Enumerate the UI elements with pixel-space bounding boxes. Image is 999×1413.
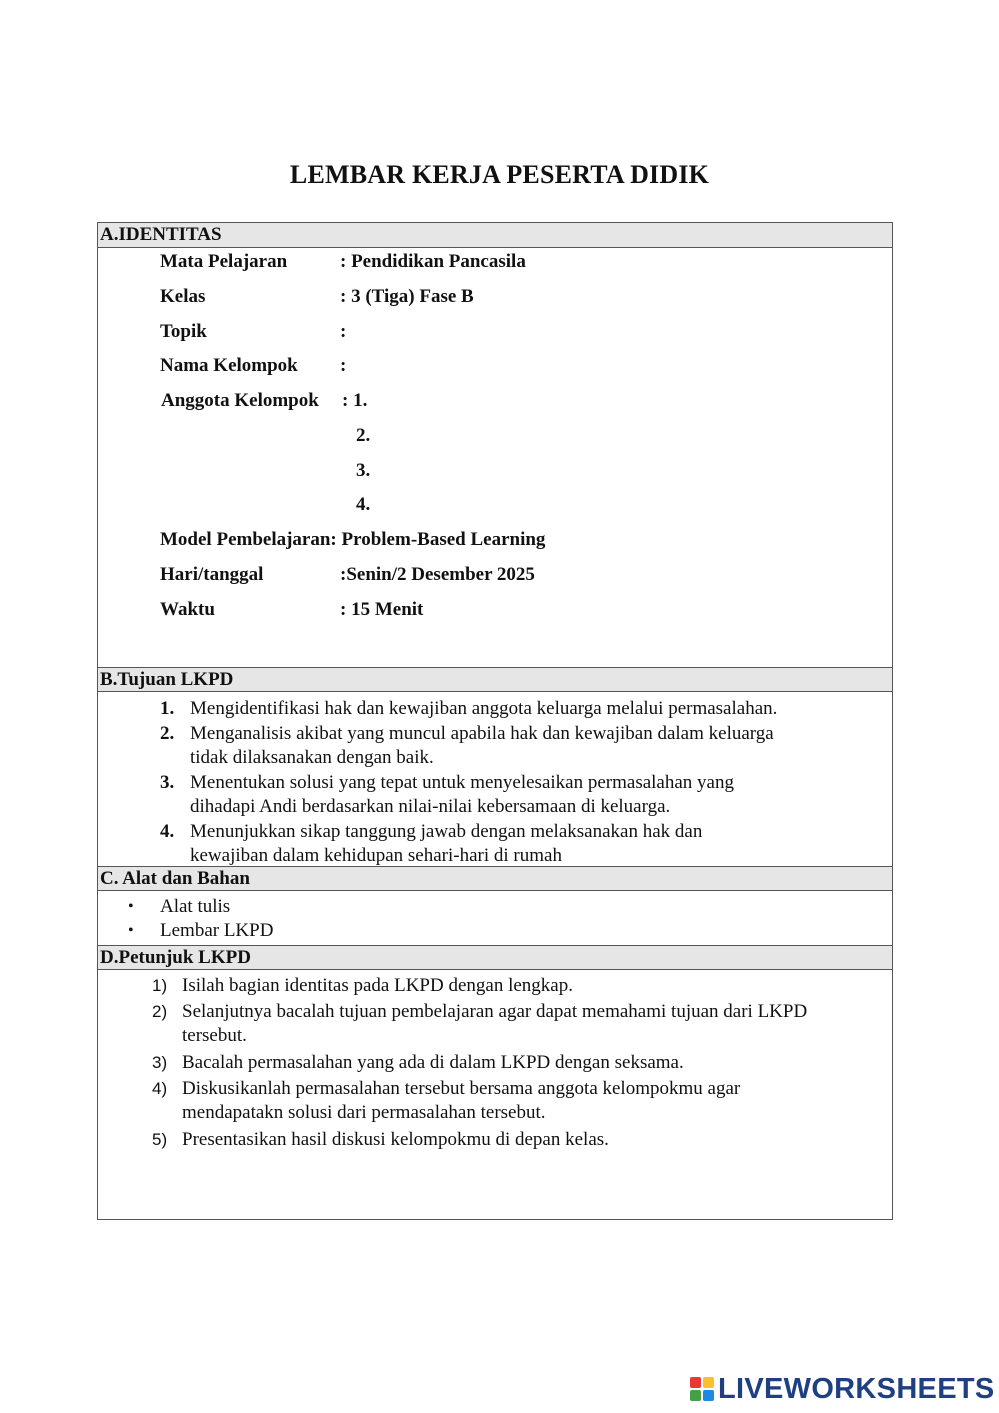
identity-value: : 3 (Tiga) Fase B <box>340 286 474 307</box>
list-line: dihadapi Andi berdasarkan nilai-nilai kebersamaan di keluarga. <box>190 796 671 817</box>
list-item <box>128 919 828 943</box>
bullet-icon: • <box>128 922 134 939</box>
list-line: Menunjukkan sikap tanggung jawab dengan melaksanakan hak dan <box>190 821 703 842</box>
logo-square-green <box>690 1390 701 1401</box>
section-alat-heading: C. Alat dan Bahan <box>98 866 892 891</box>
identity-value: : <box>340 321 347 342</box>
identity-value: : 15 Menit <box>340 599 424 620</box>
list-item <box>160 771 880 819</box>
identity-value: : Pendidikan Pancasila <box>340 251 526 272</box>
list-line: Menentukan solusi yang tepat untuk menyelesaikan permasalahan yang <box>190 772 734 793</box>
identity-label: Anggota Kelompok <box>161 390 319 411</box>
logo-square-yellow <box>703 1377 714 1388</box>
list-item <box>152 1000 882 1048</box>
list-number: 5) <box>152 1130 168 1149</box>
list-number: 3. <box>160 772 175 793</box>
alat-list <box>128 895 828 943</box>
identity-row-model: Model Pembelajaran: Problem-Based Learning <box>160 529 546 550</box>
section-petunjuk-heading: D.Petunjuk LKPD <box>98 945 892 970</box>
identity-value: :Senin/2 Desember 2025 <box>340 564 535 585</box>
list-item <box>160 722 880 770</box>
anggota-number-4: 4. <box>356 494 371 515</box>
liveworksheets-logo <box>690 1372 995 1406</box>
list-line: Menganalisis akibat yang muncul apabila hak dan kewajiban dalam keluarga <box>190 723 774 744</box>
list-text <box>160 820 880 868</box>
list-number: 1) <box>152 976 168 995</box>
list-text <box>152 1077 882 1125</box>
list-item <box>152 1128 882 1152</box>
identity-label: Topik <box>160 321 207 342</box>
list-number: 4. <box>160 821 175 842</box>
anggota-number-3: 3. <box>356 460 371 481</box>
logo-square-red <box>690 1377 701 1388</box>
list-line: tidak dilaksanakan dengan baik. <box>190 747 434 768</box>
list-number: 2) <box>152 1002 168 1021</box>
list-line: mendapatakn solusi dari permasalahan tersebut. <box>182 1102 546 1123</box>
list-text: Lembar LKPD <box>160 920 274 941</box>
identity-label: Mata Pelajaran <box>160 251 288 272</box>
list-text <box>152 1000 882 1048</box>
list-text <box>152 1128 882 1152</box>
section-identitas-heading: A.IDENTITAS <box>98 223 892 248</box>
identity-label: Waktu <box>160 599 215 620</box>
list-line: Presentasikan hasil diskusi kelompokmu di depan kelas. <box>182 1129 609 1150</box>
identity-label: Hari/tanggal <box>160 564 264 585</box>
list-number: 4) <box>152 1079 168 1098</box>
list-item <box>152 1051 882 1075</box>
list-item <box>160 820 880 868</box>
list-text <box>152 974 882 998</box>
section-tujuan-heading: B.Tujuan LKPD <box>98 667 892 692</box>
list-number: 2. <box>160 723 175 744</box>
logo-square-blue <box>703 1390 714 1401</box>
list-item <box>152 974 882 998</box>
list-line: Selanjutnya bacalah tujuan pembelajaran agar dapat memahami tujuan dari LKPD <box>182 1001 808 1022</box>
list-line: Bacalah permasalahan yang ada di dalam LKPD dengan seksama. <box>182 1052 684 1073</box>
list-text <box>160 697 880 721</box>
list-text <box>160 722 880 770</box>
list-item <box>160 697 880 721</box>
page-title: LEMBAR KERJA PESERTA DIDIK <box>289 160 710 189</box>
list-text <box>160 771 880 819</box>
worksheet-table <box>97 222 893 1220</box>
list-text: Alat tulis <box>160 896 231 917</box>
anggota-number-2: 2. <box>356 425 371 446</box>
list-number: 1. <box>160 698 175 719</box>
list-line: Isilah bagian identitas pada LKPD dengan lengkap. <box>182 975 573 996</box>
list-line: Diskusikanlah permasalahan tersebut bersama anggota kelompokmu agar <box>182 1078 741 1099</box>
list-text <box>152 1051 882 1075</box>
liveworksheets-logo-icon <box>690 1377 714 1401</box>
identity-label: Kelas <box>160 286 206 307</box>
identity-label: Nama Kelompok <box>160 355 298 376</box>
list-line: kewajiban dalam kehidupan sehari-hari di rumah <box>190 845 562 866</box>
list-item <box>128 895 828 919</box>
petunjuk-list <box>152 974 882 1152</box>
list-item <box>152 1077 882 1125</box>
tujuan-list <box>160 697 880 868</box>
bullet-icon: • <box>128 898 134 915</box>
list-line: tersebut. <box>182 1025 247 1046</box>
list-line: Mengidentifikasi hak dan kewajiban anggota keluarga melalui permasalahan. <box>190 698 778 719</box>
identity-value: : <box>340 355 347 376</box>
identity-value: : 1. <box>342 390 368 411</box>
list-number: 3) <box>152 1053 168 1072</box>
liveworksheets-wordmark: LIVEWORKSHEETS <box>718 1372 995 1405</box>
